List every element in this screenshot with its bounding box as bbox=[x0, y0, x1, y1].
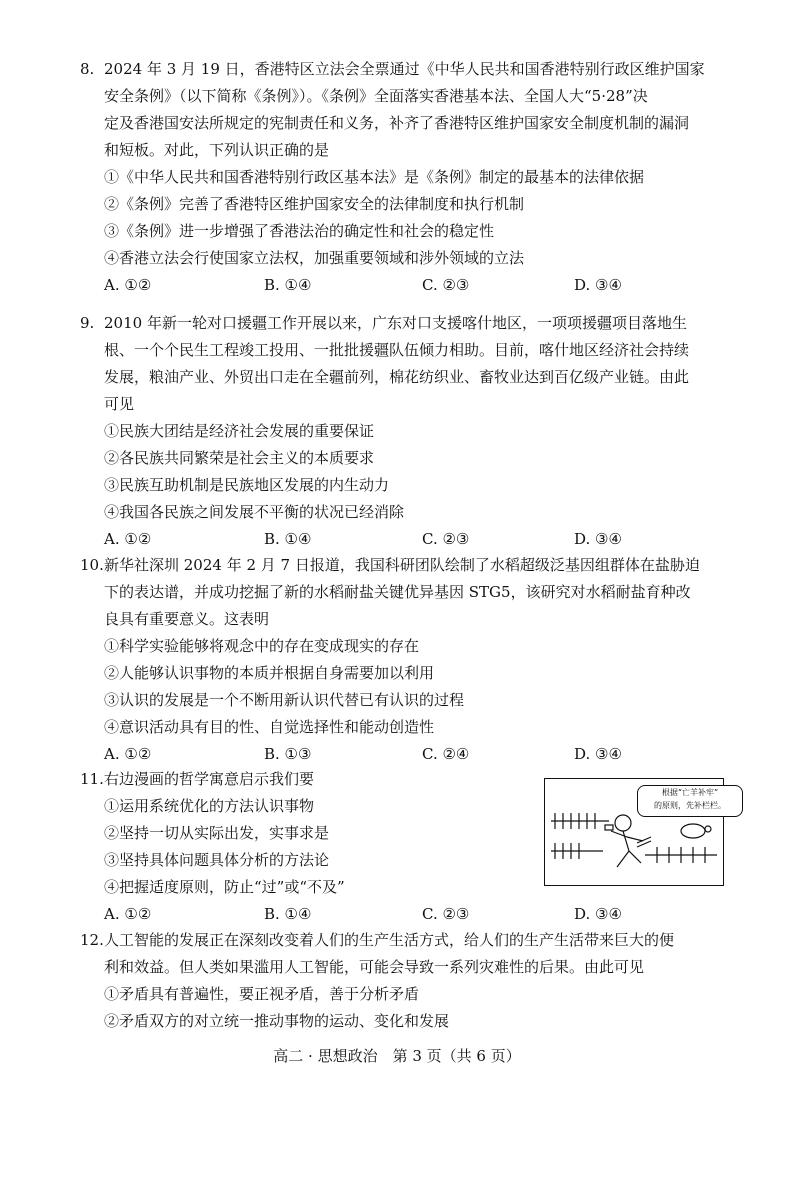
question-stem-line: 定及香港国安法所规定的宪制责任和义务，补齐了香港特区维护国家安全制度机制的漏洞 bbox=[104, 114, 690, 132]
question-stem-line: 利和效益。但人类如果滥用人工智能，可能会导致一系列灾难性的后果。由此可见 bbox=[104, 958, 645, 976]
cartoon-caption-line: 根据“亡羊补牢” bbox=[661, 788, 719, 797]
statement-option: ③认识的发展是一个不断用新认识代替已有认识的过程 bbox=[104, 691, 465, 709]
answer-choices bbox=[104, 741, 730, 768]
answer-choice: B. ①④ bbox=[264, 276, 312, 294]
question-stem-line: 发展，粮油产业、外贸出口走在全疆前列，棉花纺织业、畜牧业达到百亿级产业链。由此 bbox=[104, 368, 690, 386]
cartoon-drawing bbox=[545, 779, 723, 885]
question-12 bbox=[80, 927, 730, 1035]
statement-option: ②人能够认识事物的本质并根据自身需要加以利用 bbox=[104, 664, 435, 682]
question-stem-line: 右边漫画的哲学寓意启示我们要 bbox=[104, 770, 315, 788]
answer-choice: C. ②③ bbox=[422, 530, 470, 548]
answer-choice: A. ①② bbox=[104, 745, 152, 763]
answer-choices bbox=[104, 272, 730, 299]
answer-choice: A. ①② bbox=[104, 530, 152, 548]
question-stem-line: 和短板。对此，下列认识正确的是 bbox=[104, 141, 330, 159]
question-stem-line: 根、一个个民生工程竣工投用、一批批援疆队伍倾力相助。目前，喀什地区经济社会持续 bbox=[104, 341, 690, 359]
answer-choice: B. ①③ bbox=[264, 745, 312, 763]
statement-option: ④香港立法会行使国家立法权，加强重要领域和涉外领域的立法 bbox=[104, 249, 525, 267]
question-stem-line: 下的表达谱，并成功挖掘了新的水稻耐盐关键优异基因 STG5，该研究对水稻耐盐育种改 bbox=[104, 583, 691, 601]
statement-option: ④把握适度原则，防止“过”或“不及” bbox=[104, 878, 345, 896]
question-number: 10. bbox=[80, 556, 104, 574]
question-stem-line: 2024 年 3 月 19 日，香港特区立法会全票通过《中华人民共和国香港特别行政区维护国家 bbox=[104, 60, 705, 78]
question-number: 8. bbox=[80, 60, 95, 78]
answer-choice: A. ①② bbox=[104, 276, 152, 294]
statement-option: ③民族互助机制是民族地区发展的内生动力 bbox=[104, 476, 390, 494]
question-stem-line: 2010 年新一轮对口援疆工作开展以来，广东对口支援喀什地区，一项项援疆项目落地生 bbox=[104, 314, 687, 332]
answer-choice: C. ②④ bbox=[422, 745, 470, 763]
statement-option: ③《条例》进一步增强了香港法治的确定性和社会的稳定性 bbox=[104, 222, 495, 240]
answer-choice: D. ③④ bbox=[574, 905, 622, 923]
question-stem-line: 人工智能的发展正在深刻改变着人们的生产生活方式，给人们的生产生活带来巨大的便 bbox=[104, 931, 675, 949]
statement-option: ①民族大团结是经济社会发展的重要保证 bbox=[104, 422, 375, 440]
statement-option: ①运用系统优化的方法认识事物 bbox=[104, 797, 315, 815]
statement-option: ④我国各民族之间发展不平衡的状况已经消除 bbox=[104, 503, 405, 521]
question-stem-line: 新华社深圳 2024 年 2 月 7 日报道，我国科研团队绘制了水稻超级泛基因组群体在盐胁迫 bbox=[104, 556, 700, 574]
answer-choice: D. ③④ bbox=[574, 745, 622, 763]
question-stem-line: 安全条例》（以下简称《条例》）。《条例》全面落实香港基本法、全国人大“5·28”决 bbox=[104, 87, 648, 105]
statement-option: ④意识活动具有目的性、自觉选择性和能动创造性 bbox=[104, 718, 435, 736]
answer-choice: C. ②③ bbox=[422, 905, 470, 923]
statement-option: ②矛盾双方的对立统一推动事物的运动、变化和发展 bbox=[104, 1012, 450, 1030]
answer-choices bbox=[104, 526, 730, 553]
statement-option: ①矛盾具有普遍性，要正视矛盾，善于分析矛盾 bbox=[104, 985, 420, 1003]
page-footer: 高二 · 思想政治 第 3 页（共 6 页） bbox=[273, 1047, 521, 1065]
answer-choice: B. ①④ bbox=[264, 905, 312, 923]
statement-option: ②坚持一切从实际出发，实事求是 bbox=[104, 824, 330, 842]
answer-choices bbox=[104, 901, 622, 928]
answer-choice: B. ①④ bbox=[264, 530, 312, 548]
statement-option: ①科学实验能够将观念中的存在变成现实的存在 bbox=[104, 637, 420, 655]
question-9 bbox=[80, 310, 730, 553]
question-stem-line: 可见 bbox=[104, 395, 135, 413]
answer-choice: A. ①② bbox=[104, 905, 152, 923]
statement-option: ②《条例》完善了香港特区维护国家安全的法律制度和执行机制 bbox=[104, 195, 525, 213]
answer-choice: C. ②③ bbox=[422, 276, 470, 294]
cartoon-illustration bbox=[544, 778, 724, 886]
question-8 bbox=[80, 56, 730, 299]
question-number: 9. bbox=[80, 314, 95, 332]
answer-choice: D. ③④ bbox=[574, 530, 622, 548]
cartoon-caption-line: 的原则，先补栏栏。 bbox=[654, 801, 726, 810]
statement-option: ③坚持具体问题具体分析的方法论 bbox=[104, 851, 330, 869]
statement-option: ②各民族共同繁荣是社会主义的本质要求 bbox=[104, 449, 375, 467]
statement-option: ①《中华人民共和国香港特别行政区基本法》是《条例》制定的最基本的法律依据 bbox=[104, 168, 645, 186]
question-number: 11. bbox=[80, 770, 104, 788]
question-number: 12. bbox=[80, 931, 104, 949]
question-10 bbox=[80, 552, 730, 768]
answer-choice: D. ③④ bbox=[574, 276, 622, 294]
question-11 bbox=[80, 766, 622, 928]
question-stem-line: 良具有重要意义。这表明 bbox=[104, 610, 270, 628]
